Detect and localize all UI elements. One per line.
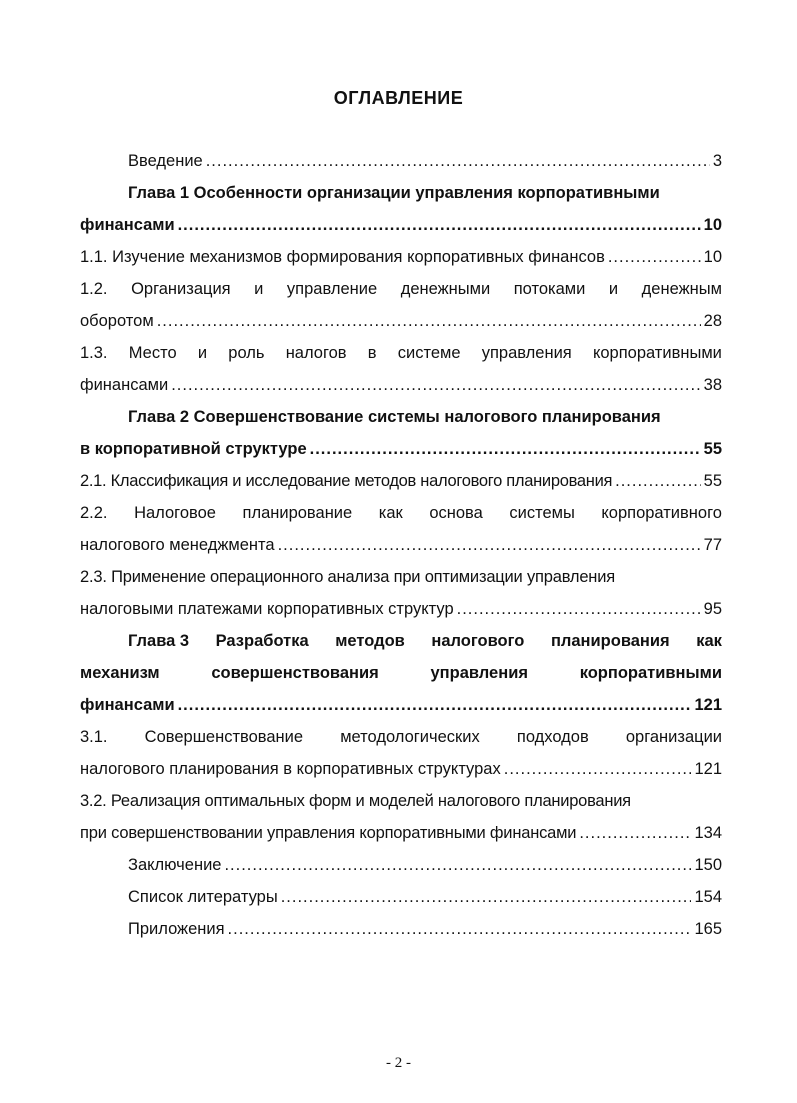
toc-entry-text: финансами xyxy=(80,376,169,394)
toc-word: механизм xyxy=(80,664,160,682)
dot-leader xyxy=(171,376,700,395)
toc-word: корпоративными xyxy=(592,344,722,362)
dot-leader xyxy=(178,216,701,235)
toc-word: Разработка xyxy=(215,632,309,650)
toc-word: Глава 3 xyxy=(128,632,190,650)
toc-page-number: 95 xyxy=(703,600,722,618)
toc-word: 1.2. xyxy=(80,280,108,298)
toc-entry-text: в корпоративной структуре xyxy=(80,440,307,458)
toc-section-3-1[interactable] xyxy=(80,716,722,747)
dot-leader xyxy=(157,312,701,331)
toc-word: корпоративного xyxy=(601,504,722,522)
dot-leader xyxy=(615,472,701,491)
dot-leader xyxy=(278,536,701,555)
toc-word: 2.2. xyxy=(80,504,108,522)
toc-word: как xyxy=(378,504,403,522)
toc-word: совершенствования xyxy=(211,664,379,682)
toc-word: управления xyxy=(481,344,572,362)
toc-word: системе xyxy=(397,344,461,362)
toc-section-3-2[interactable] xyxy=(80,780,722,811)
dot-leader xyxy=(457,600,701,619)
dot-leader xyxy=(504,760,692,779)
toc-page-number: 165 xyxy=(694,920,722,938)
dot-leader xyxy=(206,152,710,171)
toc-page-number: 121 xyxy=(694,696,722,714)
toc-page-number: 150 xyxy=(694,856,722,874)
toc-word: 3.1. xyxy=(80,728,108,746)
toc-word: денежными xyxy=(400,280,491,298)
toc-word: и xyxy=(608,280,619,298)
toc-entry-introduction[interactable] xyxy=(128,140,722,171)
toc-section-2-1[interactable] xyxy=(80,460,722,491)
toc-page-number: 10 xyxy=(703,248,722,266)
toc-entry-text: Глава 1 Особенности организации управления корпоративными xyxy=(128,184,660,202)
toc-entry-bibliography[interactable] xyxy=(128,876,722,907)
toc-word: Совершенствование xyxy=(144,728,304,746)
toc-entry-text: 1.1. Изучение механизмов формирования корпоративных финансов xyxy=(80,248,605,266)
toc-chapter-1-heading-cont[interactable] xyxy=(80,204,722,235)
toc-section-1-3-cont[interactable] xyxy=(80,364,722,395)
dot-leader xyxy=(224,856,691,875)
toc-word: планирования xyxy=(550,632,670,650)
toc-section-1-2[interactable] xyxy=(80,268,722,299)
toc-word: Место xyxy=(128,344,177,362)
toc-word: налогов xyxy=(285,344,347,362)
toc-page-number: 134 xyxy=(694,824,722,842)
toc-word: 1.3. xyxy=(80,344,108,362)
toc-entry-text: 3.2. Реализация оптимальных форм и моделей налогового планирования xyxy=(80,792,631,810)
toc-entry-text: Введение xyxy=(128,152,203,170)
toc-word: как xyxy=(696,632,722,650)
toc-entry-text: оборотом xyxy=(80,312,154,330)
toc-page-number: 38 xyxy=(703,376,722,394)
toc-section-2-3-cont[interactable] xyxy=(80,588,722,619)
toc-section-1-3[interactable] xyxy=(80,332,722,363)
toc-word: и xyxy=(197,344,208,362)
toc-word: методологических xyxy=(340,728,480,746)
toc-chapter-2-heading-cont[interactable] xyxy=(80,428,722,459)
toc-word: потоками xyxy=(513,280,586,298)
toc-chapter-3-heading-end[interactable] xyxy=(80,684,722,715)
toc-entry-text: финансами xyxy=(80,696,175,714)
dot-leader xyxy=(608,248,701,267)
dot-leader xyxy=(281,888,692,907)
toc-entry-text: финансами xyxy=(80,216,175,234)
toc-page-number: 28 xyxy=(703,312,722,330)
toc-word: управления xyxy=(430,664,528,682)
toc-page-number: 3 xyxy=(712,152,722,170)
toc-page-number: 10 xyxy=(703,216,722,234)
toc-page-number: 55 xyxy=(703,440,722,458)
toc-word: планирование xyxy=(242,504,353,522)
toc-page-number: 121 xyxy=(694,760,722,778)
toc-page-number: 154 xyxy=(694,888,722,906)
toc-word: основа xyxy=(429,504,483,522)
toc-entry-text: 2.1. Классификация и исследование методов налогового планирования xyxy=(80,472,613,490)
page-number: - 2 - xyxy=(386,1055,411,1071)
toc-word: Налоговое xyxy=(134,504,216,522)
toc-entry-text: Заключение xyxy=(128,856,222,874)
toc-word: роль xyxy=(228,344,265,362)
toc-entry-text: налогового менеджмента xyxy=(80,536,275,554)
dot-leader xyxy=(310,440,701,459)
toc-entry-text: 2.3. Применение операционного анализа при оптимизации управления xyxy=(80,568,615,586)
toc-chapter-1-heading[interactable] xyxy=(128,172,722,203)
toc-word: в xyxy=(367,344,377,362)
toc-chapter-2-heading[interactable] xyxy=(128,396,722,427)
toc-word: корпоративными xyxy=(579,664,722,682)
toc-word: Организация xyxy=(131,280,231,298)
toc-word: денежным xyxy=(641,280,722,298)
toc-chapter-3-heading-cont[interactable] xyxy=(80,652,722,683)
toc-section-3-1-cont[interactable] xyxy=(80,748,722,779)
toc-section-1-1[interactable] xyxy=(80,236,722,267)
toc-word: и xyxy=(254,280,264,298)
toc-entry-text: Приложения xyxy=(128,920,225,938)
dot-leader xyxy=(178,696,692,715)
toc-section-2-3[interactable] xyxy=(80,556,722,587)
toc-page-number: 55 xyxy=(703,472,722,490)
dot-leader xyxy=(579,824,691,843)
toc-entry-text: Список литературы xyxy=(128,888,278,906)
toc-entry-conclusion[interactable] xyxy=(128,844,722,875)
toc-section-2-2-cont[interactable] xyxy=(80,524,722,555)
toc-entry-text: при совершенствовании управления корпоративными финансами xyxy=(80,824,577,842)
toc-word: подходов xyxy=(516,728,589,746)
toc-word: системы xyxy=(509,504,575,522)
toc-word: налогового xyxy=(431,632,525,650)
toc-section-2-2[interactable] xyxy=(80,492,722,523)
toc-section-3-2-cont[interactable] xyxy=(80,812,722,843)
toc-word: методов xyxy=(335,632,405,650)
toc-section-1-2-cont[interactable] xyxy=(80,300,722,331)
toc-page-number: 77 xyxy=(703,536,722,554)
toc-entry-text: налоговыми платежами корпоративных структур xyxy=(80,600,454,618)
toc-word: управление xyxy=(286,280,378,298)
toc-word: организации xyxy=(625,728,722,746)
toc-entry-text: налогового планирования в корпоративных структурах xyxy=(80,760,501,778)
page-title: ОГЛАВЛЕНИЕ xyxy=(333,88,464,108)
toc-entry-appendices[interactable] xyxy=(128,908,722,939)
dot-leader xyxy=(228,920,692,939)
toc-entry-text: Глава 2 Совершенствование системы налогового планирования xyxy=(128,408,661,426)
toc-chapter-3-heading[interactable] xyxy=(128,620,722,651)
